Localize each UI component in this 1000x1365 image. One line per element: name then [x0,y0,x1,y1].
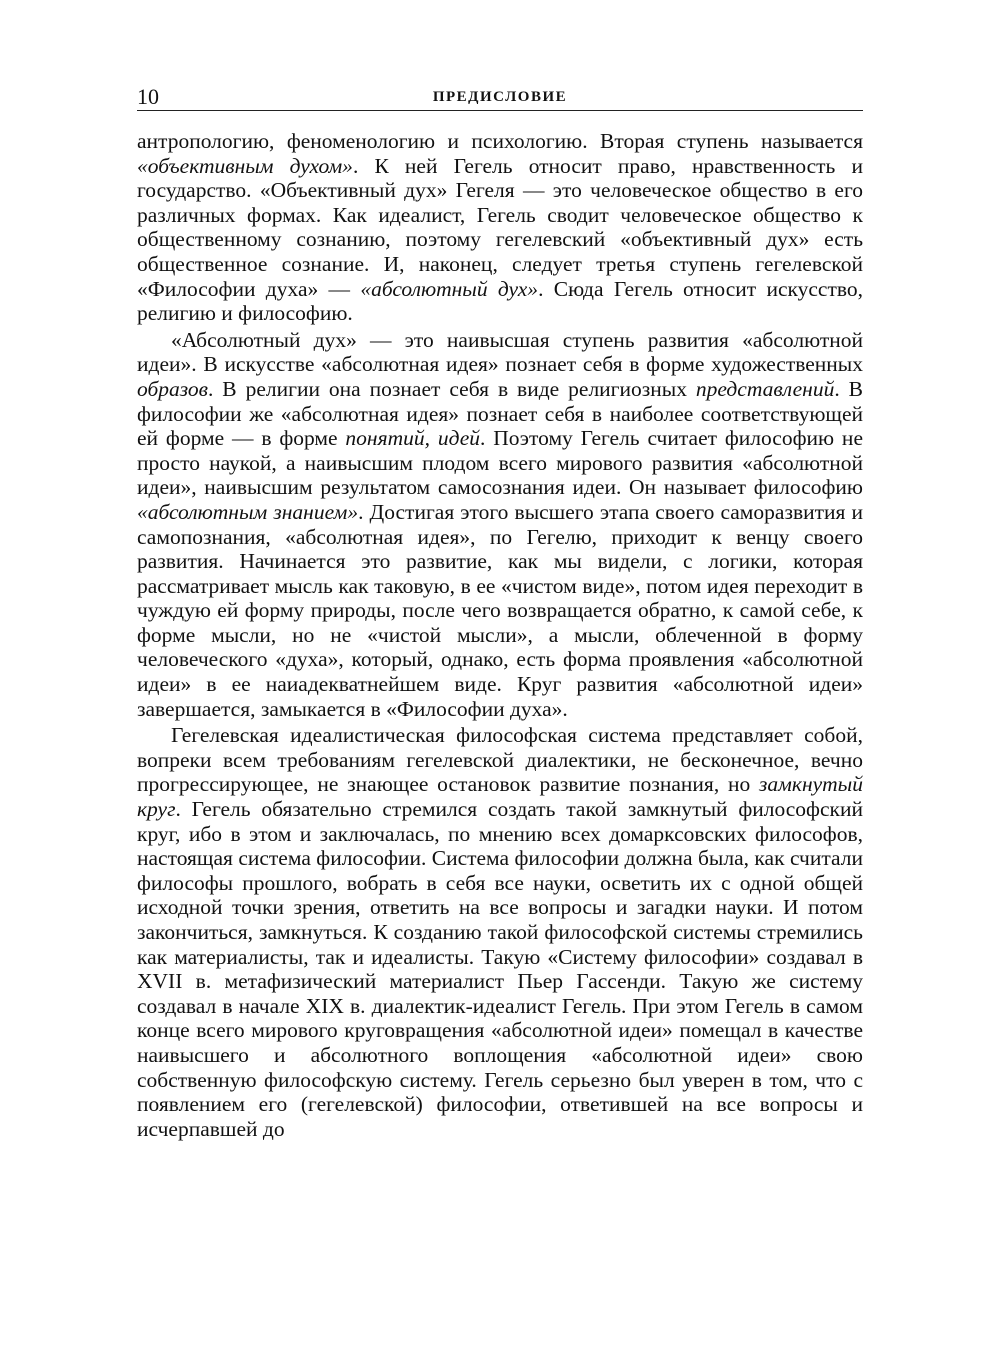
italic-emphasis: представлений [695,376,835,401]
text-run: . Поэтому Гегель считает философию не просто наукой, а наивысшим плодом всего мирового развития «абсолютной идеи», наивысшим результатом самосознания идеи. Он называет философию [137,426,863,500]
italic-emphasis: понятий, идей [345,426,481,451]
paragraph [137,328,863,722]
body-text [137,129,863,1141]
paragraph [137,129,863,326]
text-run: . Гегель обязательно стремился создать такой замкнутый философский круг, ибо в этом и заключалась, по мнению всех домарксовских философов, настоящая система философии. Система философии должна была, как считали философы прошлого, вобрать в себя все науки, осветить их с одной общей исходной точки зрения, ответить на все вопросы и загадки науки. И потом закончиться, замкнуться. К созданию такой философской системы стремились как материалисты, так и идеалисты. Такую «Систему философии» создавал в XVII в. метафизический материалист Пьер Гассенди. Такую же систему создавал в начале XIX в. диалектик-идеалист Гегель. При этом Гегель в самом конце всего мирового круговращения «абсолютной идеи» помещал в качестве наивысшего и абсолютного воплощения «абсолютной идеи» свою собственную философскую систему. Гегель серьезно был уверен в том, что с появлением его (гегелевской) философии, ответившей на все вопросы и исчерпавшей до [137,797,863,1141]
italic-emphasis: «объективным духом» [137,153,353,178]
text-run: антропологию, феноменологию и психологию. Вторая ступень называется [137,129,863,153]
text-run: . К ней Гегель относит право, нравственность и государство. «Объективный дух» Гегеля — это человеческое общество в его различных формах. Как идеалист, Гегель сводит человеческое общество к общественному сознанию, поэтому гегелевский «объективный дух» есть общественное сознание. И, наконец, следует третья ступень гегелевской «Философии духа» — [137,153,864,301]
italic-emphasis: «абсолютным знанием» [137,499,359,524]
text-run: . В философии же «абсолютная идея» познает себя в наиболее соответствующей ей форме — в форме [137,376,863,451]
text-run: . Сюда Гегель относит искусство, религию и философию. [137,276,863,326]
page-number: 10 [137,84,159,109]
paragraph [137,723,863,1141]
text-run: . Достигая этого высшего этапа своего саморазвития и самопознания, «абсолютная идея», по Гегелю, приходит к венцу своего развития. Начинается это развитие, как мы видели, с логики, которая рассматривает мысль как таковую, в ее «чистом виде», потом идея переходит в чуждую ей форму природы, после чего возвращается обратно, к самой себе, к форме мысли, но не «чистой мысли», а мысли, облеченной в форму человеческого «духа», который, однако, есть форма проявления «абсолютной идеи» в ее наиадекватнейшем виде. Круг развития «абсолютной идеи» завершается, замыкается в «Философии духа». [137,499,864,721]
italic-emphasis: «абсолютный дух» [360,276,539,301]
italic-emphasis: образов [137,376,208,401]
text-run: «Абсолютный дух» — это наивысшая ступень развития «абсолютной идеи». В искусстве «абсолютная идея» познает себя в форме художественных [137,327,863,377]
page-header [137,84,863,111]
book-page [137,84,863,1143]
text-run: . В религии она познает себя в виде религиозных [207,376,696,401]
italic-emphasis: замкнутый круг [137,772,863,822]
text-run: Гегелевская идеалистическая философская система представляет собой, вопреки всем требованиям гегелевской диалектики, не бесконечное, вечно прогрессирующее, не знающее остановок развитие познания, но [137,723,863,797]
running-head: ПРЕДИСЛОВИЕ [432,89,568,105]
